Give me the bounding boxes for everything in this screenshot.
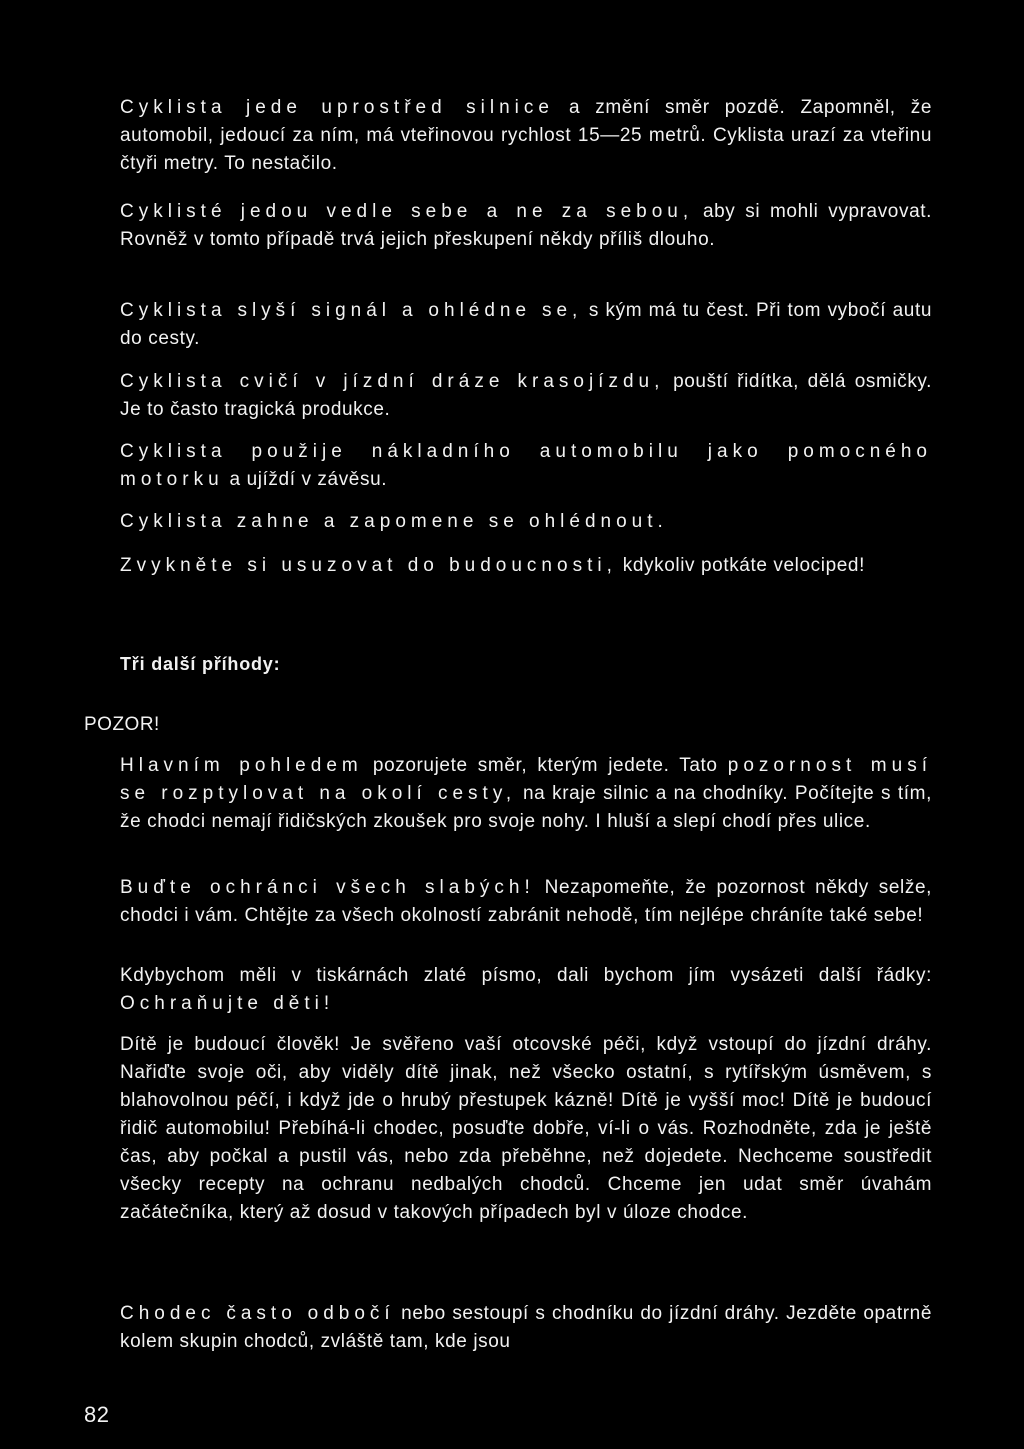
spaced-lead: Zvykněte si usuzovat do budoucnosti,	[120, 555, 617, 576]
paragraph-cyklista-uprostred	[120, 94, 932, 178]
spaced-lead: Buďte ochránci všech slabých!	[120, 877, 535, 898]
paragraph-text: Nezapomeňte, že pozornost někdy selže, chodci i vám. Chtějte za všech okolností zabránit nehodě, tím nejlépe chráníte také sebe!	[120, 877, 932, 926]
spaced-lead: Cyklista použije nákladního automobilu jako pomocného motorku	[120, 441, 932, 490]
pozor-label: POZOR!	[84, 714, 160, 735]
spaced-lead: Cyklista zahne a zapomene se ohlédnout.	[120, 511, 668, 532]
page-number: 82	[84, 1402, 110, 1427]
paragraph-kdybychom	[120, 962, 932, 1018]
spaced-lead: Chodec často odbočí	[120, 1303, 395, 1324]
spaced-lead: Cyklista slyší signál a ohlédne se,	[120, 300, 583, 321]
paragraph-budte-ochranci	[120, 874, 932, 930]
spaced-lead: Ochraňujte děti!	[120, 993, 335, 1014]
paragraph-dite	[120, 1031, 932, 1227]
paragraph-text: Dítě je budoucí člověk! Je svěřeno vaší otcovské péči, když vstoupí do jízdní dráhy. Nařiďte svoje oči, aby viděly dítě jinak, než všecko ostatní, s rytířským úsměvem, s blahovolnou péčí, i když jde o hrubý přestupek kázně! Dítě je vyšší moc! Dítě je budoucí řidič automobilu! Přebíhá-li chodec, posuďte dobře, ví-li o vás. Rozhodněte, zda je ještě čas, aby počkal a pustil vás, nebo zda přeběhne, než dojedete. Nechceme soustředit všecky recepty na ochranu nedbalých chodců. Chceme jen udat směr úvahám začátečníka, který až dosud v takových případech byl v úloze chodce.	[120, 1034, 932, 1223]
paragraph-cykliste-vedle-sebe	[120, 198, 932, 254]
paragraph-zvyknete	[120, 552, 932, 580]
paragraph-cyklista-zahne	[120, 508, 932, 536]
paragraph-text: nebo sestoupí s chodníku do jízdní dráhy. Jezděte opatrně kolem skupin chodců, zvláště tam, kde jsou	[120, 1303, 932, 1352]
paragraph-text: pozorujete směr, kterým jedete. Tato	[362, 755, 728, 776]
paragraph-text: a ujíždí v závěsu.	[223, 469, 388, 490]
spaced-lead: Hlavním pohledem	[120, 755, 363, 776]
paragraph-text: Kdybychom měli v tiskárnách zlaté písmo, dali bychom jím vysázeti další řádky:	[120, 965, 932, 986]
paragraph-hlavnim-pohledem	[120, 752, 932, 836]
paragraph-text: kdykoliv potkáte velociped!	[616, 555, 865, 576]
paragraph-text: pouští řidítka, dělá osmičky. Je to často tragická produkce.	[120, 371, 932, 420]
spaced-lead: Cyklista cvičí v jízdní dráze krasojízdu,	[120, 371, 665, 392]
paragraph-text: a změní směr pozdě. Zapomněl, že automobil, jedoucí za ním, má vteřinovou rychlost 15—25 metrů. Cyklista urazí za vteřinu čtyři metry. To nestačilo.	[120, 97, 932, 174]
paragraph-text: aby si mohli vypravovat. Rovněž v tomto případě trvá jejich přeskupení někdy příliš dlouho.	[120, 201, 932, 250]
paragraph-cyklista-cvici	[120, 368, 932, 424]
paragraph-cyklista-slysi	[120, 297, 932, 353]
paragraph-chodec	[120, 1300, 932, 1356]
paragraph-text-2: na kraje silnic a na chodníky. Počítejte s tím, že chodci nemají řidičských zkoušek pro svoje nohy. I hluší a slepí chodí přes ulice.	[120, 783, 932, 832]
paragraph-text: s kým má tu čest. Při tom vybočí autu do cesty.	[120, 300, 932, 349]
section-heading: Tři další příhody:	[120, 654, 281, 674]
spaced-lead-2: pozornost musí se rozptylovat na okolí cesty,	[120, 755, 932, 804]
spaced-lead: Cyklista jede uprostřed silnice	[120, 97, 554, 118]
paragraph-cyklista-pouzije	[120, 438, 932, 494]
spaced-lead: Cyklisté jedou vedle sebe a ne za sebou,	[120, 201, 694, 222]
